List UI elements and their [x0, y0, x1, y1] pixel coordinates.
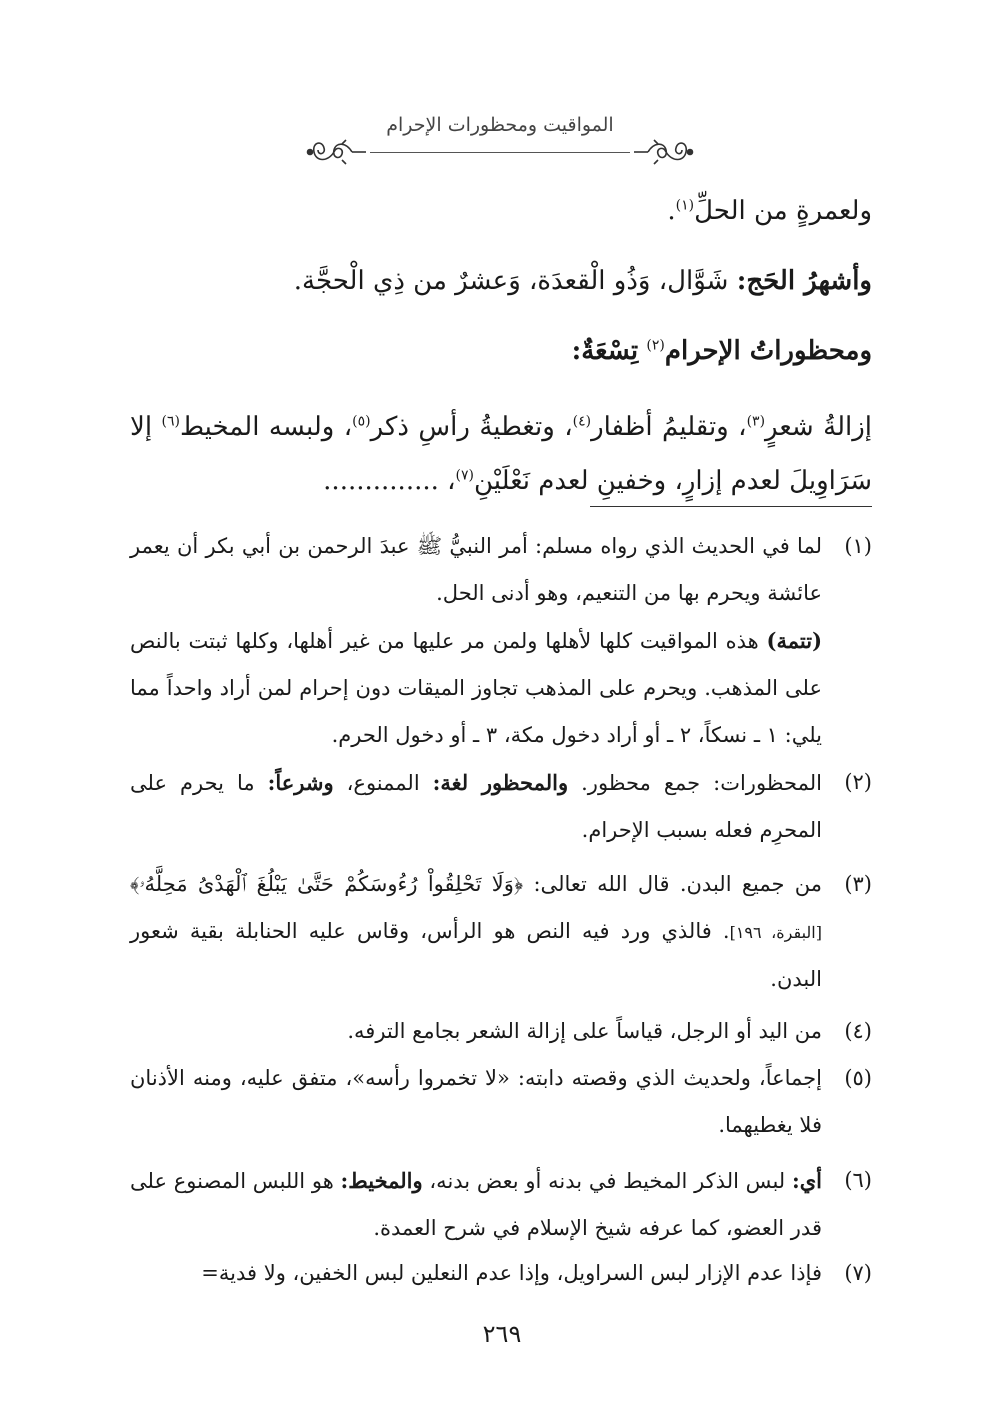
footnote-ref-5: (٥) — [352, 413, 371, 430]
main-text — [130, 0, 872, 520]
footnote-ref-3: (٣) — [746, 413, 766, 430]
footnote-5 — [130, 1055, 872, 1149]
footnote-ref-4: (٤) — [572, 413, 592, 430]
footnote-1 — [130, 523, 872, 759]
footnote-text: هو اللبس المصنوع على قدر العضو، كما عرفه شيخ الإسلام في شرح العمدة. — [130, 1169, 822, 1240]
header-title: المواقيت ومحظورات الإحرام — [386, 114, 614, 136]
term-ay: أي: — [791, 1168, 822, 1193]
footnote-number: (٧) — [844, 1261, 872, 1285]
main-line-1 — [667, 196, 872, 226]
footnote-text: إجماعاً، ولحديث الذي وقصته دابته: «لا تخمروا رأسه»، متفق عليه، ومنه الأذنان فلا يغطيهما. — [130, 1066, 822, 1137]
main-line-3 — [572, 336, 872, 366]
verse-reference: [البقرة، ١٩٦] — [729, 923, 822, 942]
term-lugha: والمحظور لغة: — [432, 770, 569, 795]
footnote-2 — [130, 759, 872, 854]
heading-hajj-months: وأشهرُ الحَج: — [736, 266, 872, 296]
heading-prohibitions: ومحظوراتُ الإحرام — [664, 336, 872, 366]
text-sewn: ، ولبسه المخيط — [179, 412, 353, 442]
footnote-body — [130, 861, 822, 1003]
footnote-body — [130, 523, 822, 759]
text-continuation: ، .............. — [323, 466, 456, 496]
text-hajj-months: شَوَّال، وَذُو الْقعدَة، وَعشرٌ من ذِي الْحجَّة. — [293, 266, 729, 296]
footnote-number: (٦) — [844, 1168, 872, 1192]
footnote-number: (١) — [844, 534, 872, 558]
footnote-text: ما يحرم على المحرِم فعله بسبب الإحرام. — [130, 771, 822, 842]
page-number: ٢٦٩ — [482, 1320, 522, 1348]
footnote-body — [130, 1157, 822, 1252]
term-makhit: والمخيط: — [340, 1168, 423, 1193]
footnote-text: المحظورات: جمع محظور. — [581, 771, 822, 795]
text-sarawil: إلا سَرَاوِيلَ لعدم إزارٍ، وخفينِ لعدم نَعْلَيْنِ — [130, 412, 872, 496]
text-umrah: ولعمرةٍ من الحلِّ — [694, 196, 872, 226]
footnote-text: . فالذي ورد فيه النص هو الرأس، وقاس عليه الحنابلة بقية شعور البدن. — [130, 919, 822, 991]
footnote-text-tatimma — [130, 617, 822, 759]
text-hair: إزالةُ شعرٍ — [765, 412, 872, 442]
footnote-ref-2: (٢) — [646, 337, 665, 354]
main-line-2 — [294, 266, 872, 296]
heading-nine: تِسْعَةٌ: — [571, 336, 639, 366]
tatimma-text: هذه المواقيت كلها لأهلها ولمن مر عليها من غير أهلها، وكلها ثبتت بالنص على المذهب. ويحرم على المذهب تجاوز الميقات دون إحرام لمن أراد واحداً مما يلي: ١ ـ نسكاً، ٢ ـ أو أراد دخول مكة، ٣ ـ أو دخول الحرم. — [130, 629, 822, 747]
text-head: ، وتغطيةُ رأسِ ذكر — [370, 412, 573, 442]
footnote-number: (٤) — [844, 1019, 872, 1043]
footnote-text: فإذا عدم الإزار لبس السراويل، وإذا عدم النعلين لبس الخفين، ولا فدية= — [201, 1261, 822, 1285]
footnote-body — [130, 759, 822, 854]
text-nails: ، وتقليمُ أظفار — [591, 412, 747, 442]
tatimma-label: (تتمة) — [766, 628, 822, 653]
term-shar: وشرعاً: — [267, 770, 334, 795]
prohibitions-paragraph — [130, 400, 872, 508]
footnote-7 — [130, 1250, 872, 1297]
footnote-text: من جميع البدن. قال الله تعالى: — [533, 872, 822, 896]
footnote-ref-6: (٦) — [161, 413, 180, 430]
quran-verse: ﴿وَلَا تَحْلِقُواْ رُءُوسَكُمْ حَتَّىٰ يَبْلُغَ ٱلْهَدْىُ مَحِلَّهُۥ﴾ — [130, 872, 524, 896]
footnote-ref-1: (١) — [675, 197, 695, 214]
footnote-6 — [130, 1157, 872, 1252]
footnote-ref-7: (٧) — [455, 467, 475, 484]
footnote-3 — [130, 861, 872, 1003]
footnote-4 — [130, 1008, 872, 1055]
footnote-number: (٢) — [844, 770, 872, 794]
footnote-text: من اليد أو الرجل، قياساً على إزالة الشعر بجامع الترفه. — [347, 1019, 822, 1043]
footnote-number: (٣) — [844, 872, 872, 896]
footnote-number: (٥) — [844, 1066, 872, 1090]
footnote-text: لبس الذكر المخيط في بدنه أو بعض بدنه، — [429, 1169, 786, 1193]
footnote-separator — [590, 506, 872, 507]
footnote-text: لما في الحديث الذي رواه مسلم: أمر النبيُّ ﷺ عبدَ الرحمن بن أبي بكر أن يعمر عائشة ويحرم بها من التنعيم، وهو أدنى الحل. — [130, 534, 822, 605]
period: . — [667, 196, 676, 226]
footnote-text: الممنوع، — [346, 771, 420, 795]
